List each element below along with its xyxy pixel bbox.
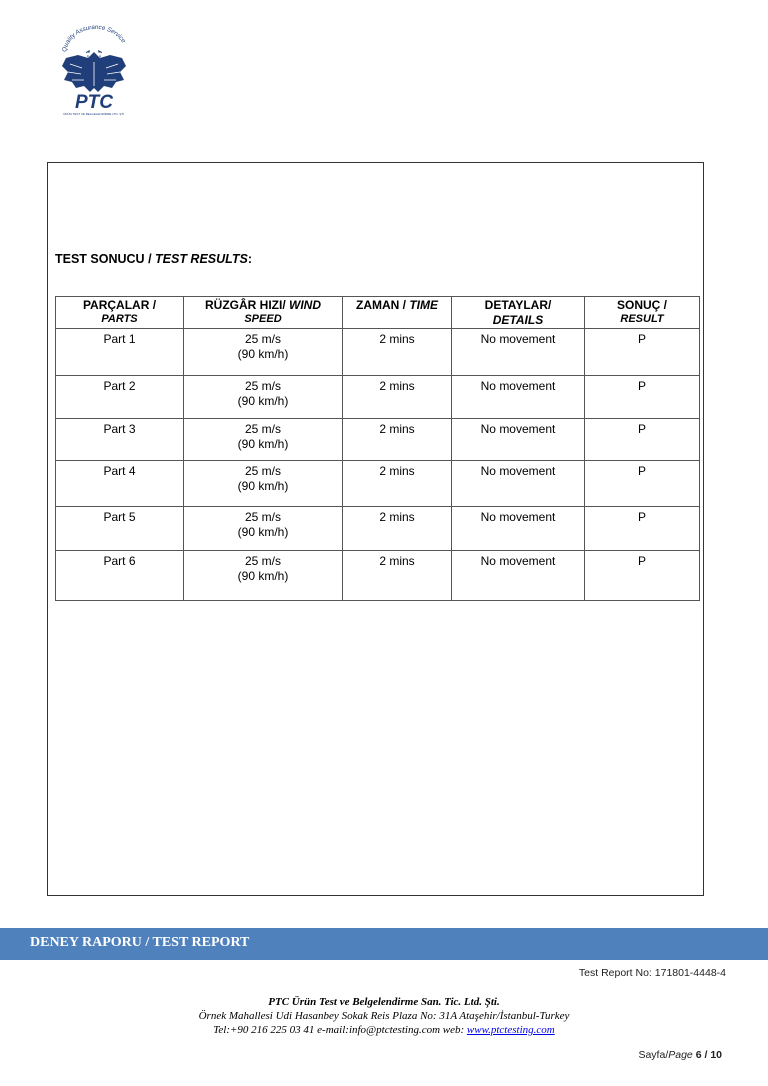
svg-text:Quality Assurance Service bbox=[61, 24, 127, 53]
table-row bbox=[56, 551, 700, 601]
cell-time: 2 mins bbox=[343, 507, 452, 551]
cell-result: P bbox=[585, 376, 700, 419]
company-address-block bbox=[0, 995, 768, 1037]
table-row bbox=[56, 461, 700, 507]
test-results-table bbox=[55, 296, 700, 601]
report-banner-title: DENEY RAPORU / TEST REPORT bbox=[30, 935, 250, 950]
company-address: Örnek Mahallesi Udi Hasanbey Sokak Reis Plaza No: 31A Ataşehir/İstanbul-Turkey bbox=[198, 1010, 570, 1022]
cell-time: 2 mins bbox=[343, 461, 452, 507]
company-logo bbox=[48, 22, 140, 118]
report-number: Test Report No: 171801-4448-4 bbox=[578, 967, 726, 979]
cell-result: P bbox=[585, 507, 700, 551]
logo-arc-text: Quality Assurance Service bbox=[60, 23, 127, 53]
cell-speed: 25 m/s (90 km/h) bbox=[184, 419, 343, 461]
website-link[interactable]: www.ptctesting.com bbox=[466, 1024, 555, 1036]
company-name: PTC Ürün Test ve Belgelendirme San. Tic. Ltd. Şti. bbox=[268, 996, 500, 1008]
company-contact: Tel:+90 216 225 03 41 e-mail:info@ptctesting.com web: www.ptctesting.com bbox=[213, 1024, 555, 1036]
table-row bbox=[56, 329, 700, 376]
table-row bbox=[56, 507, 700, 551]
cell-result: P bbox=[585, 551, 700, 601]
cell-part: Part 3 bbox=[56, 419, 184, 461]
cell-time: 2 mins bbox=[343, 551, 452, 601]
cell-speed: 25 m/s (90 km/h) bbox=[184, 507, 343, 551]
header-result: SONUÇ / RESULT bbox=[585, 297, 700, 329]
header-details: DETAYLAR/ DETAILS bbox=[452, 297, 585, 329]
cell-part: Part 4 bbox=[56, 461, 184, 507]
cell-details: No movement bbox=[452, 551, 585, 601]
cell-details: No movement bbox=[452, 329, 585, 376]
cell-part: Part 6 bbox=[56, 551, 184, 601]
cell-details: No movement bbox=[452, 376, 585, 419]
logo-subtitle: ÜRÜN TEST VE BELGELENDİRME LTD. ŞTİ. bbox=[63, 112, 125, 116]
cell-part: Part 5 bbox=[56, 507, 184, 551]
test-results-heading: TEST SONUCU / TEST RESULTS: bbox=[55, 252, 253, 266]
cell-speed: 25 m/s (90 km/h) bbox=[184, 376, 343, 419]
cell-time: 2 mins bbox=[343, 419, 452, 461]
cell-speed: 25 m/s (90 km/h) bbox=[184, 461, 343, 507]
table-header-row bbox=[56, 297, 700, 329]
cell-details: No movement bbox=[452, 461, 585, 507]
cell-time: 2 mins bbox=[343, 376, 452, 419]
cell-time: 2 mins bbox=[343, 329, 452, 376]
header-parts: PARÇALAR / PARTS bbox=[56, 297, 184, 329]
cell-result: P bbox=[585, 419, 700, 461]
cell-part: Part 2 bbox=[56, 376, 184, 419]
header-time: ZAMAN / TIME bbox=[343, 297, 452, 329]
report-banner bbox=[0, 928, 768, 960]
header-wind-speed: RÜZGÂR HIZI/ WIND SPEED bbox=[184, 297, 343, 329]
cell-details: No movement bbox=[452, 507, 585, 551]
cell-result: P bbox=[585, 461, 700, 507]
cell-result: P bbox=[585, 329, 700, 376]
cell-speed: 25 m/s (90 km/h) bbox=[184, 551, 343, 601]
cell-part: Part 1 bbox=[56, 329, 184, 376]
table-row bbox=[56, 376, 700, 419]
ptc-eagle-logo bbox=[48, 22, 140, 118]
logo-mark: PTC bbox=[75, 92, 113, 113]
table-row bbox=[56, 419, 700, 461]
page-number: Sayfa/Page 6 / 10 bbox=[638, 1049, 722, 1061]
cell-details: No movement bbox=[452, 419, 585, 461]
cell-speed: 25 m/s (90 km/h) bbox=[184, 329, 343, 376]
